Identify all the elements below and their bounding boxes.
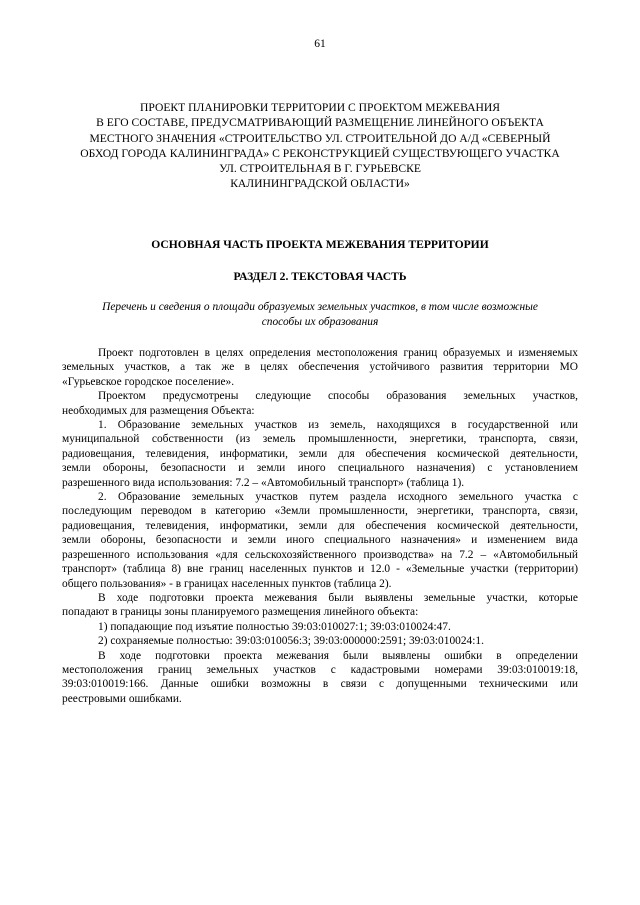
page-number: 61 [314, 38, 326, 50]
paragraph-line: общего пользования» - в границах населенных пунктов (таблица 2). [62, 577, 392, 590]
title-line: УЛ. СТРОИТЕЛЬНАЯ В Г. ГУРЬЕВСКЕ [219, 162, 421, 176]
title-line: ОБХОД ГОРОДА КАЛИНИНГРАДА» С РЕКОНСТРУКЦИЕЙ СУЩЕСТВУЮЩЕГО УЧАСТКА [80, 146, 560, 160]
paragraph-line: попадают в границы зоны планируемого размещения линейного объекта: [62, 606, 419, 619]
paragraph-line: земли обороны, безопасности и земли иного специального назначения) с установлением [62, 462, 578, 475]
document-title [62, 100, 578, 192]
paragraph [62, 490, 578, 591]
paragraph [62, 418, 578, 490]
title-line: ПРОЕКТ ПЛАНИРОВКИ ТЕРРИТОРИИ С ПРОЕКТОМ МЕЖЕВАНИЯ [139, 101, 500, 114]
title-line: МЕСТНОГО ЗНАЧЕНИЯ «СТРОИТЕЛЬСТВО УЛ. СТРОИТЕЛЬНОЙ ДО А/Д «СЕВЕРНЫЙ [89, 131, 551, 145]
title-line: В ЕГО СОСТАВЕ, ПРЕДУСМАТРИВАЮЩИЙ РАЗМЕЩЕНИЕ ЛИНЕЙНОГО ОБЪЕКТА [96, 116, 544, 130]
section-title: ОСНОВНАЯ ЧАСТЬ ПРОЕКТА МЕЖЕВАНИЯ ТЕРРИТОРИИ [151, 238, 489, 251]
paragraph-line: необходимых для размещения Объекта: [62, 404, 255, 417]
paragraph [62, 389, 578, 418]
paragraph-line: Проектом предусмотрены следующие способы образования земельных участков, [98, 390, 578, 403]
paragraph-line: 39:03:010019:166. Данные ошибки возможны в связи с допущенными техническими или [62, 678, 578, 691]
paragraph [62, 620, 578, 634]
caption [62, 300, 578, 329]
paragraph-line: земли обороны, безопасности и земли иного специального назначения» и изменением вида [62, 534, 578, 547]
paragraph [62, 634, 578, 648]
paragraph [62, 591, 578, 620]
paragraph-line: разрешенного использования «для сельскохозяйственного производства» на 7.2 – «Автомобильный [62, 548, 578, 561]
paragraph-line: 1. Образование земельных участков из земель, находящихся в государственной или [98, 419, 578, 432]
paragraph-line: 2. Образование земельных участков путем раздела исходного земельного участка с [98, 491, 578, 504]
paragraph-line: последующим переводом в категорию «Земли промышленности, энергетики, транспорта, связи, [62, 505, 578, 518]
paragraph-line: «Гурьевское городское поселение». [62, 375, 235, 388]
paragraph-line: 2) сохраняемые полностью: 39:03:010056:3; 39:03:000000:2591; 39:03:010024:1. [98, 635, 484, 648]
title-line: КАЛИНИНГРАДСКОЙ ОБЛАСТИ» [230, 177, 410, 191]
paragraph-line: В ходе подготовки проекта межевания были выявлены земельные участки, которые [98, 591, 578, 604]
subsection-title: РАЗДЕЛ 2. ТЕКСТОВАЯ ЧАСТЬ [233, 270, 407, 283]
paragraph-line: транспорт» (таблица 8) вне границ населенных пунктов и 12.0 - «Земельные участки (территории) [62, 563, 578, 576]
paragraph-line: разрешенного вида использования: 7.2 – «Автомобильный транспорт» (таблица 1). [62, 476, 465, 489]
body-text [62, 346, 578, 706]
paragraph [62, 346, 578, 389]
paragraph-line: 1) попадающие под изъятие полностью 39:03:010027:1; 39:03:010024:47. [98, 620, 451, 633]
paragraph-line: В ходе подготовки проекта межевания были выявлены ошибки в определении [98, 649, 578, 662]
paragraph-line: земельных участков, а так же в целях обеспечения устойчивого развития территории МО [62, 361, 578, 374]
caption-line: способы их образования [261, 315, 379, 328]
paragraph-line: Проект подготовлен в целях определения местоположения границ образуемых и изменяемых [98, 347, 578, 359]
paragraph-line: реестровыми ошибками. [62, 692, 182, 705]
paragraph-line: радиовещания, телевидения, информатики, земли для обеспечения космической деятельности, [62, 447, 578, 460]
caption-line: Перечень и сведения о площади образуемых земельных участков, в том числе возможные [102, 301, 538, 313]
paragraph [62, 649, 578, 707]
paragraph-line: радиовещания, телевидения, информатики, земли для обеспечения космической деятельности, [62, 519, 578, 532]
paragraph-line: муниципальной собственности (из земель промышленности, энергетики, транспорта, связи, [62, 433, 578, 446]
paragraph-line: местоположения границ земельных участков с кадастровыми номерами 39:03:010019:18, [62, 663, 578, 676]
